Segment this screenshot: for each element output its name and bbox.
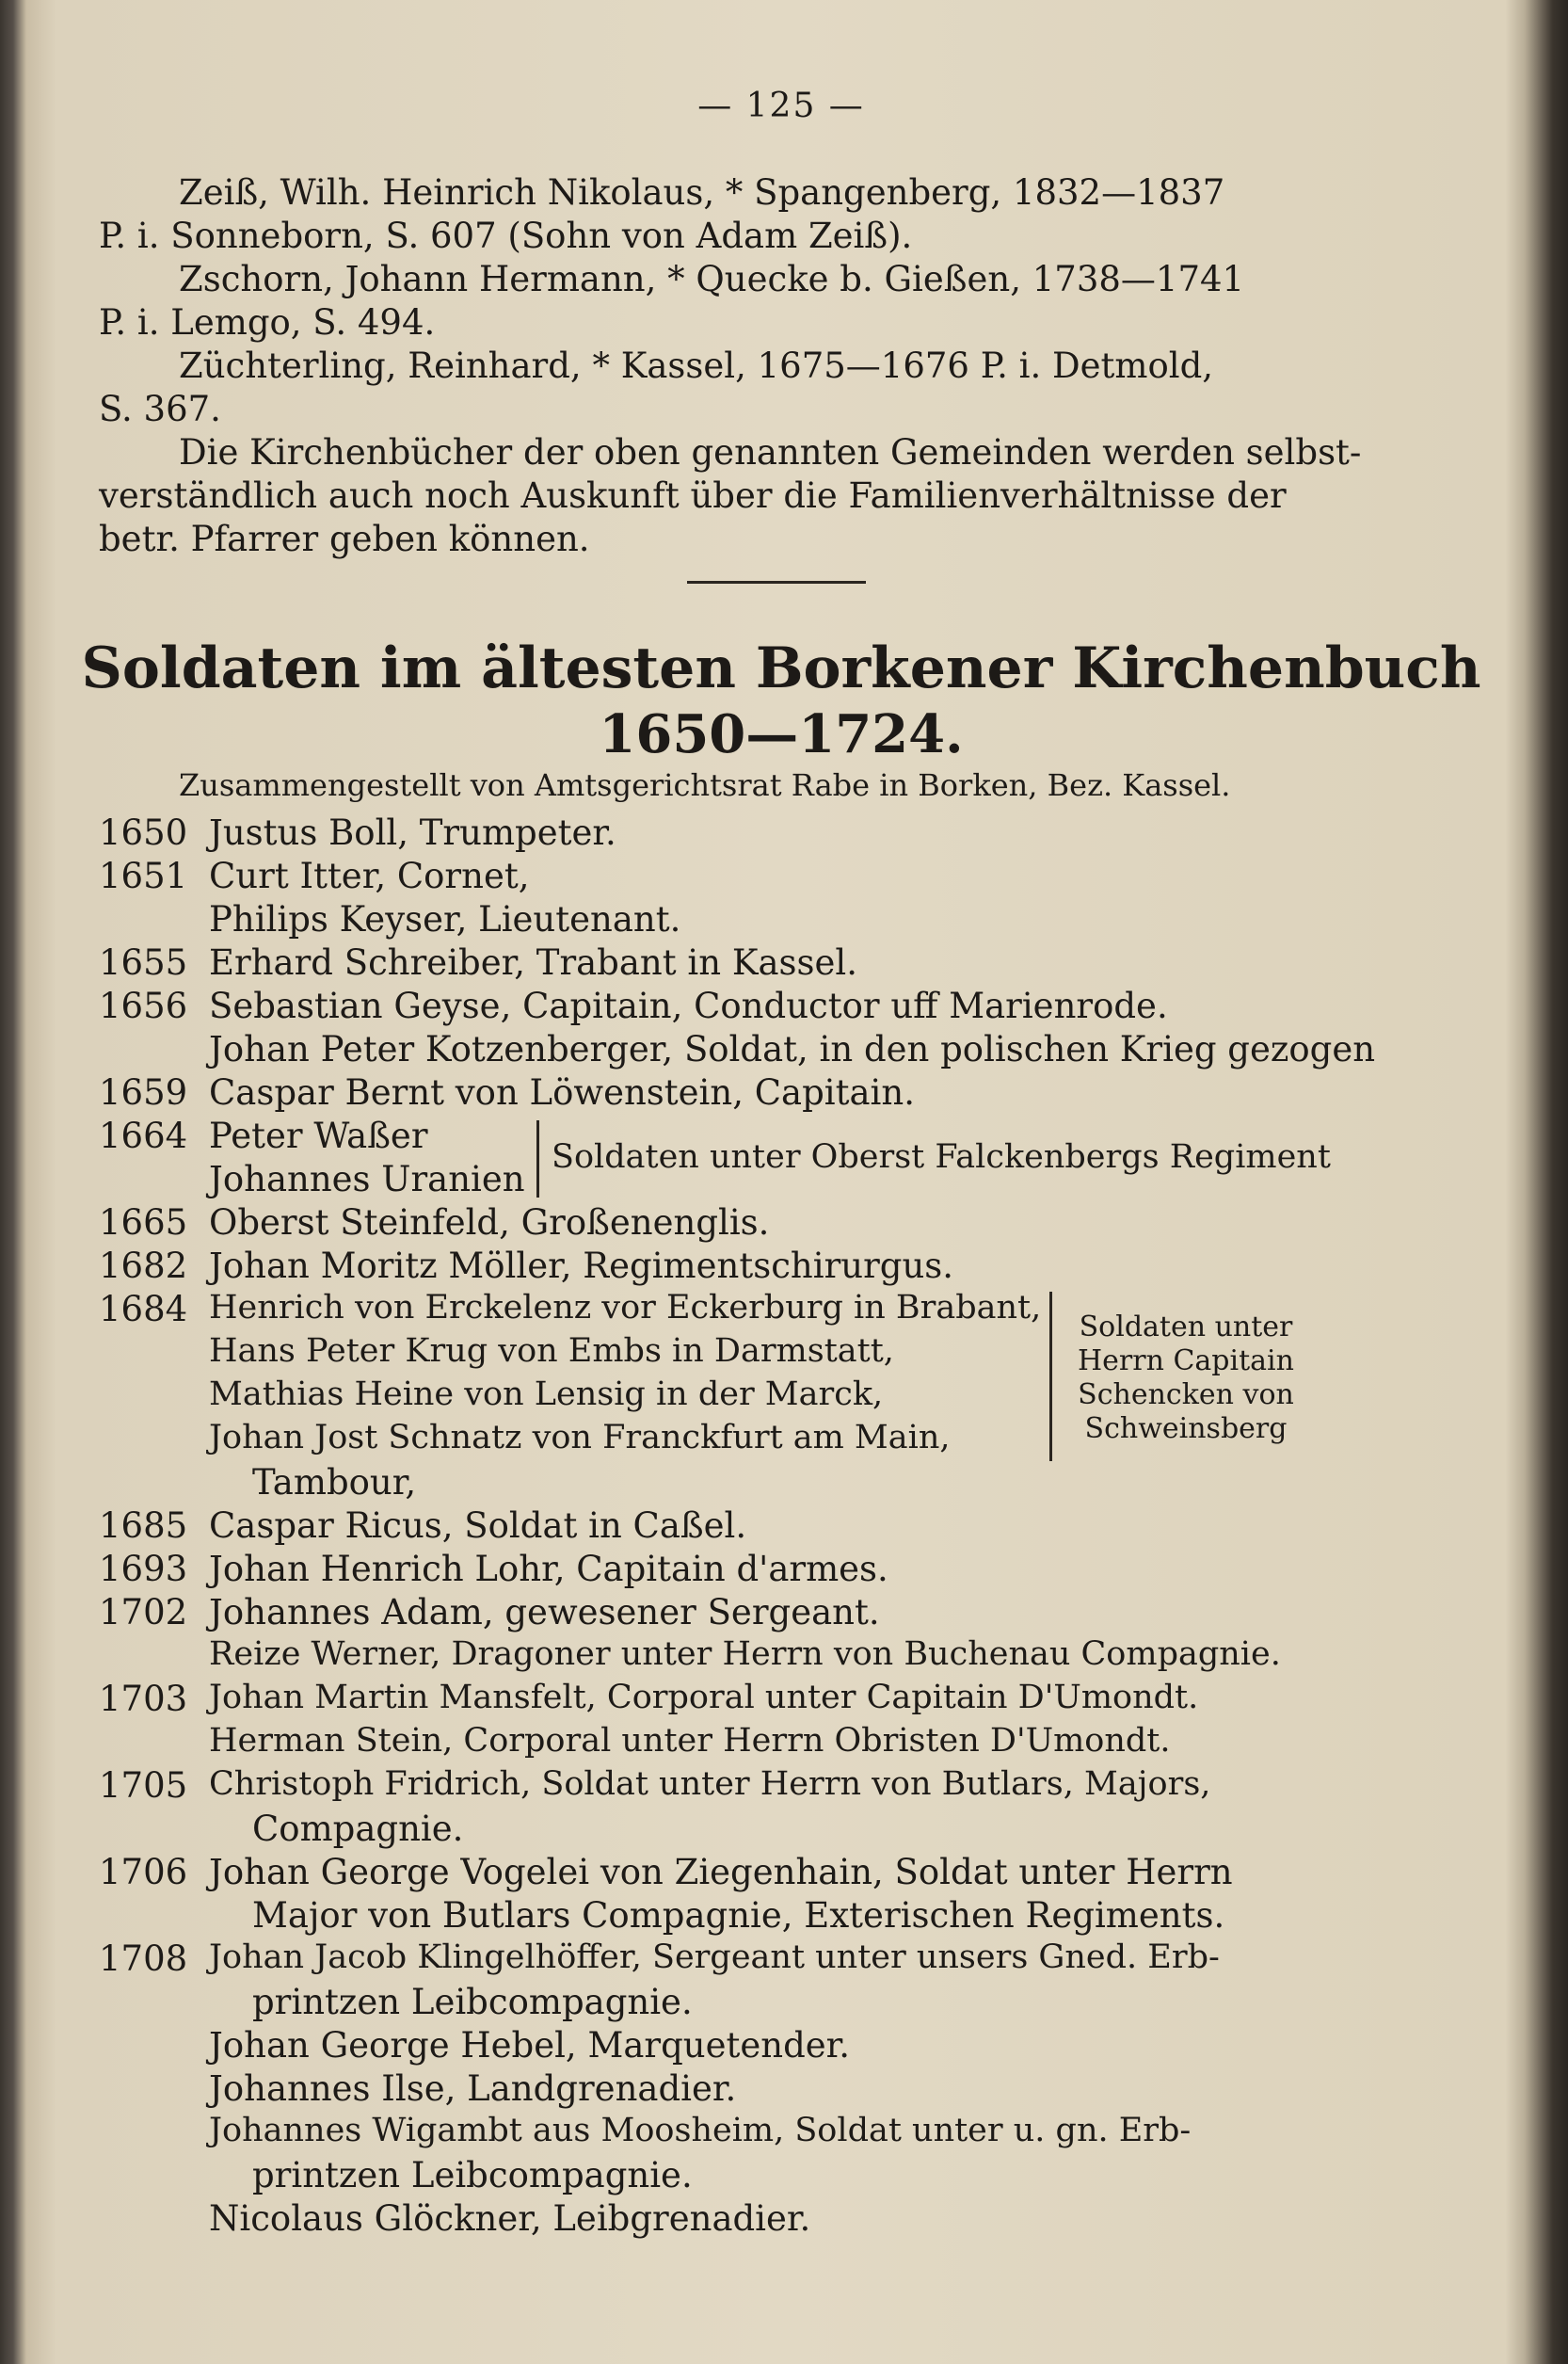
section-subtitle: Zusammengestellt von Amtsgerichtsrat Rabe in Borken, Bez. Kassel. (179, 767, 1231, 803)
entry-year: 1693 (99, 1549, 188, 1589)
entry-year: 1664 (99, 1116, 188, 1156)
section-divider (687, 581, 866, 584)
entry-text: Curt Itter, Cornet, (209, 856, 530, 896)
entry-text: Johan Peter Kotzenberger, Soldat, in den polischen Krieg gezogen (209, 1029, 1376, 1069)
brace-1684-line: Schweinsberg (1084, 1412, 1288, 1445)
entry-year: 1702 (99, 1592, 188, 1632)
entry-text: Johannes Ilse, Landgrenadier. (209, 2068, 737, 2109)
entry-text: Mathias Heine von Lensig in der Marck, (209, 1375, 884, 1413)
entry-text: printzen Leibcompagnie. (252, 1982, 693, 2022)
entry-text: Johannes Wigambt aus Moosheim, Soldat unter u. gn. Erb- (209, 2112, 1192, 2149)
entry-year: 1651 (99, 856, 188, 896)
entry-year: 1682 (99, 1246, 188, 1286)
entry-text: Johan Moritz Möller, Regimentschirurgus. (209, 1246, 954, 1286)
entry-text: Johan George Vogelei von Ziegenhain, Soldat unter Herrn (209, 1852, 1233, 1892)
entry-year: 1705 (99, 1765, 188, 1806)
intro-line: P. i. Lemgo, S. 494. (99, 302, 436, 343)
entry-year: 1703 (99, 1679, 188, 1719)
entry-text: printzen Leibcompagnie. (252, 2155, 693, 2195)
entry-text: Johan Jacob Klingelhöffer, Sergeant unter unsers Gned. Erb- (209, 1938, 1220, 1976)
entry-year: 1659 (99, 1072, 188, 1113)
intro-line: Die Kirchenbücher der oben genannten Gemeinden werden selbst- (179, 432, 1362, 473)
entry-text: Caspar Ricus, Soldat in Caßel. (209, 1505, 747, 1546)
brace-1664 (536, 1120, 539, 1198)
intro-line: S. 367. (99, 389, 221, 429)
brace-1684 (1049, 1292, 1052, 1461)
intro-line: verständlich auch noch Auskunft über die Familienverhältnisse der (99, 475, 1287, 516)
page-number: — 125 — (697, 87, 865, 125)
intro-line: Züchterling, Reinhard, * Kassel, 1675—1676 P. i. Detmold, (179, 346, 1214, 386)
entry-text: Philips Keyser, Lieutenant. (209, 899, 681, 940)
book-page (28, 0, 1534, 2364)
brace-1664-text: Soldaten unter Oberst Falckenbergs Regiment (552, 1138, 1331, 1176)
brace-1684-line: Soldaten unter (1079, 1311, 1293, 1343)
intro-line: betr. Pfarrer geben können. (99, 519, 590, 559)
entry-text: Henrich von Erckelenz vor Eckerburg in Brabant, (209, 1289, 1042, 1327)
intro-line: Zschorn, Johann Hermann, * Quecke b. Gießen, 1738—1741 (179, 259, 1245, 299)
entry-text: Oberst Steinfeld, Großenenglis. (209, 1202, 770, 1243)
entry-year: 1656 (99, 986, 188, 1026)
entry-text: Justus Boll, Trumpeter. (209, 812, 616, 853)
entry-text: Tambour, (252, 1462, 417, 1503)
entry-year: 1685 (99, 1505, 188, 1546)
entry-text: Caspar Bernt von Löwenstein, Capitain. (209, 1072, 915, 1113)
entry-text: Major von Butlars Compagnie, Exterischen Regiments. (252, 1895, 1225, 1936)
entry-year: 1706 (99, 1852, 188, 1892)
entry-text: Herman Stein, Corporal unter Herrn Obristen D'Umondt. (209, 1722, 1171, 1760)
entry-text: Nicolaus Glöckner, Leibgrenadier. (209, 2198, 811, 2239)
entry-year: 1655 (99, 942, 188, 983)
entry-text: Johannes Uranien (209, 1159, 525, 1199)
brace-1684-line: Herrn Capitain (1078, 1344, 1294, 1377)
brace-1684-line: Schencken von (1078, 1378, 1294, 1411)
entry-text: Sebastian Geyse, Capitain, Conductor uff Marienrode. (209, 986, 1168, 1026)
entry-year: 1708 (99, 1938, 188, 1979)
entry-text: Christoph Fridrich, Soldat unter Herrn von Butlars, Majors, (209, 1765, 1211, 1803)
entry-text: Johan Martin Mansfelt, Corporal unter Capitain D'Umondt. (209, 1679, 1199, 1716)
entry-year: 1650 (99, 812, 188, 853)
intro-line: Zeiß, Wilh. Heinrich Nikolaus, * Spangenberg, 1832—1837 (179, 172, 1225, 213)
entry-text: Reize Werner, Dragoner unter Herrn von Buchenau Compagnie. (209, 1635, 1281, 1673)
section-title-years: 1650—1724. (599, 703, 964, 765)
entry-year: 1684 (99, 1289, 188, 1329)
intro-line: P. i. Sonneborn, S. 607 (Sohn von Adam Zeiß). (99, 216, 913, 256)
entry-text: Compagnie. (252, 1809, 464, 1849)
entry-text: Johannes Adam, gewesener Sergeant. (209, 1592, 880, 1632)
entry-text: Hans Peter Krug von Embs in Darmstatt, (209, 1332, 894, 1370)
entry-year: 1665 (99, 1202, 188, 1243)
entry-text: Johan George Hebel, Marquetender. (209, 2025, 851, 2066)
entry-text: Johan Henrich Lohr, Capitain d'armes. (209, 1549, 888, 1589)
section-title: Soldaten im ältesten Borkener Kirchenbuch (81, 635, 1481, 701)
entry-text: Johan Jost Schnatz von Franckfurt am Main, (209, 1419, 951, 1456)
entry-text: Erhard Schreiber, Trabant in Kassel. (209, 942, 857, 983)
entry-text: Peter Waßer (209, 1116, 428, 1156)
